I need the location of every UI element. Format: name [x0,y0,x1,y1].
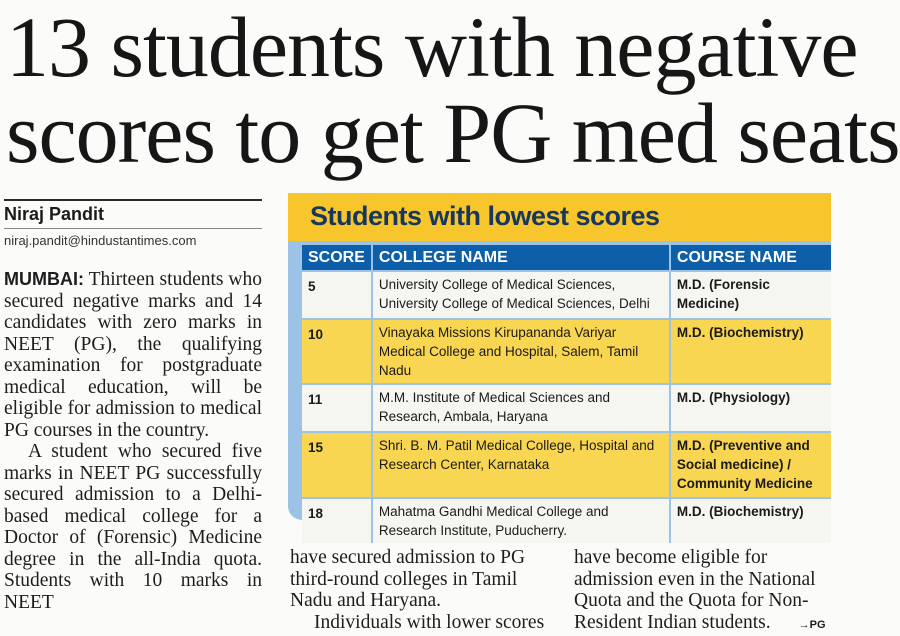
article-paragraph-1 [4,269,262,441]
headline [6,0,900,181]
row-college: M.M. Institute of Medical Sciences and Research, Ambala, Haryana [372,384,670,432]
row-score: 10 [302,319,372,384]
row-college: Vinayaka Missions Kirupananda Variyar Medical College and Hospital, Salem, Tamil Nadu [372,319,670,384]
lowest-scores-panel [288,193,831,538]
table-row [302,384,831,432]
headline-line-2: scores to get PG med seats [6,85,900,181]
row-score: 5 [302,271,372,319]
paragraph-1-text: Thirteen students who secured negative marks and 14 candidates with zero marks in NEET (PG), the qualifying examination for postgraduate medical education, will be eligible for admission to medical PG courses in the country. [4,269,262,441]
row-college: University College of Medical Sciences, University College of Medical Sciences, Delhi [372,271,670,319]
header-course: COURSE NAME [670,245,831,271]
row-score: 15 [302,432,372,498]
row-course: M.D. (Physiology) [670,384,831,432]
row-course: M.D. (Biochemistry) [670,319,831,384]
row-course: M.D. (Preventive and Social medicine) / Community Medicine [670,432,831,498]
row-score: 18 [302,498,372,543]
byline-rule [4,199,262,201]
article-column-1 [4,269,262,613]
header-college: COLLEGE NAME [372,245,670,271]
row-college: Shri. B. M. Patil Medical College, Hospital and Research Center, Karnataka [372,432,670,498]
column-2-paragraph-1: have secured admission to PG third-round colleges in Tamil Nadu and Haryana. [290,547,526,611]
header-score: SCORE [302,245,372,271]
article-column-2 [290,547,554,633]
byline-email: niraj.pandit@hindustantimes.com [4,233,197,248]
table-row [302,271,831,319]
table-row [302,498,831,543]
table-row [302,432,831,498]
headline-line-1: 13 students with negative [6,0,858,95]
article-column-3 [574,547,831,636]
row-course: M.D. (Biochemistry) [670,498,831,543]
byline-divider [4,228,262,229]
lowest-scores-table [302,245,831,543]
row-college: Mahatma Gandhi Medical College and Research Institute, Puducherry. [372,498,670,543]
column-3-text: have become eligible for admission even in the National Quota and the Quota for Non-Resident Indian students. [574,547,816,633]
article-paragraph-2: A student who secured five marks in NEET PG successfully secured admission to a Delhi-based medical college for a Doctor of (Forensic) Medicine degree in the all-India quota. Students with 10 marks in NEET [4,441,262,613]
row-score: 11 [302,384,372,432]
row-course: M.D. (Forensic Medicine) [670,271,831,319]
table-row [302,319,831,384]
panel-title: Students with lowest scores [310,201,660,231]
dateline: MUMBAI: [4,269,84,289]
byline-name: Niraj Pandit [4,204,105,224]
column-2-paragraph-2: Individuals with lower scores [314,611,545,633]
table-header-row [302,245,831,271]
column-3-paragraph [574,547,831,636]
continued-link[interactable]: →PG [798,618,826,631]
